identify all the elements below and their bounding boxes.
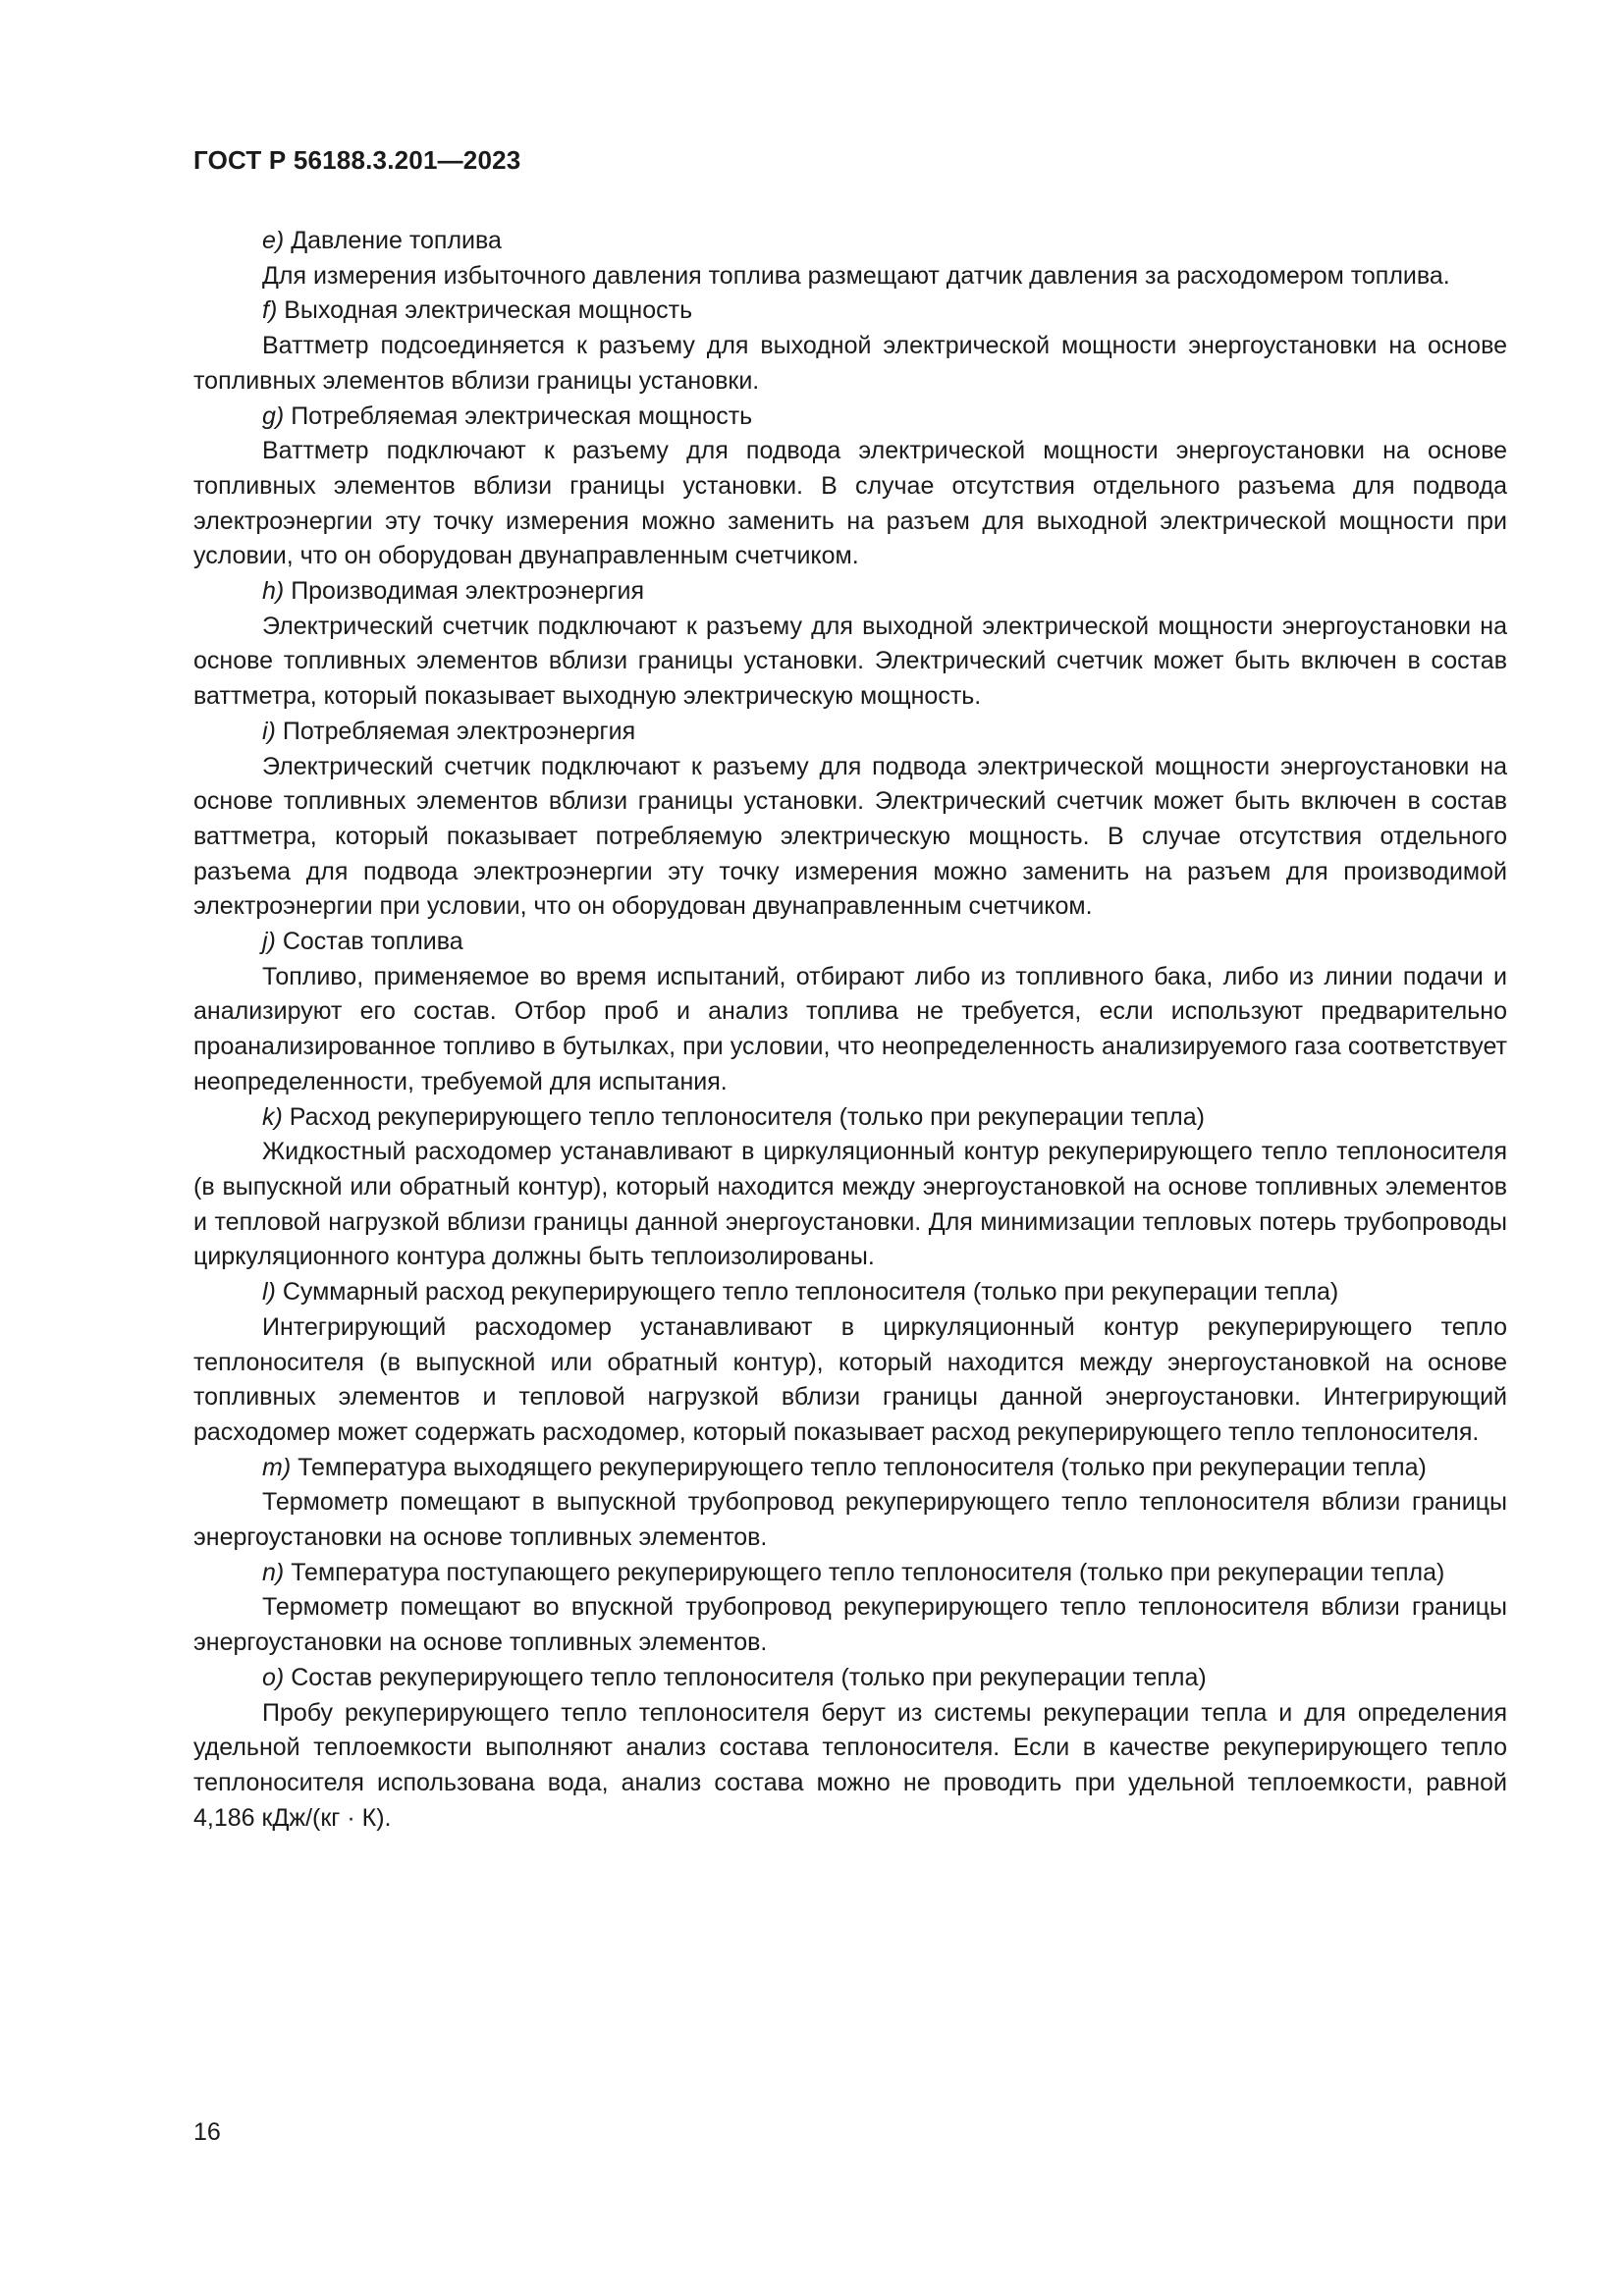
item-title: Суммарный расход рекуперирующего тепло теплоносителя (только при рекуперации тепла) — [282, 1278, 1339, 1307]
item-letter: h) — [262, 577, 285, 606]
item-l-body: Интегрирующий расходомер устанавливают в циркуляционный контур рекуперирующего тепло теплоносителя (в выпускной или обратный контур), который находится между энергоустановкой на основе топливных элементов и тепловой нагрузкой вблизи границы данной энергоустановки. Интегрирующий расходомер может содержать расходомер, который показывает расход рекуперирующего тепло теплоносителя. — [193, 1312, 1507, 1446]
item-m-body: Термометр помещают в выпускной трубопровод рекуперирующего тепло теплоносителя вблизи границы энергоустановки на основе топливных элементов. — [193, 1488, 1507, 1552]
item-k-heading — [193, 1100, 1507, 1136]
document-header: ГОСТ Р 56188.3.201—2023 — [193, 145, 521, 175]
item-g-heading — [193, 400, 1507, 435]
item-letter: o) — [262, 1663, 285, 1691]
item-letter: g) — [262, 401, 285, 430]
item-o-body: Пробу рекуперирующего тепло теплоносителя берут из системы рекуперации тепла и для определения удельной теплоемкости выполняют анализ состава теплоносителя. Если в качестве рекуперирующего тепло теплоносителя использована вода, анализ состава можно не проводить при удельной теплоемкости, равной 4,186 кДж/(кг · К). — [193, 1698, 1507, 1832]
item-letter: i) — [262, 717, 276, 745]
item-letter: f) — [262, 296, 278, 325]
item-f-body: Ваттметр подсоединяется к разъему для выходной электрической мощности энергоустановки на основе топливных элементов вблизи границы установки. — [193, 332, 1507, 395]
item-g-body: Ваттметр подключают к разъему для подвода электрической мощности энергоустановки на основе топливных элементов вблизи границы установки. В случае отсутствия отдельного разъема для подвода электроэнергии эту точку измерения можно заменить на разъем для выходной электрической мощности при условии, что он оборудован двунаправленным счетчиком. — [193, 437, 1507, 570]
item-title: Температура поступающего рекуперирующего тепло теплоносителя (только при рекуперации тепла) — [291, 1558, 1445, 1586]
item-n-heading — [193, 1556, 1507, 1591]
item-letter: k) — [262, 1102, 283, 1131]
item-n-body: Термометр помещают во впускной трубопровод рекуперирующего тепло теплоносителя вблизи границы энергоустановки на основе топливных элементов. — [193, 1593, 1507, 1657]
item-l-heading — [193, 1275, 1507, 1310]
item-i-body: Электрический счетчик подключают к разъему для подвода электрической мощности энергоустановки на основе топливных элементов вблизи границы установки. Электрический счетчик может быть включен в состав ваттметра, который показывает потребляемую электрическую мощность. В случае отсутствия отдельного разъема для подвода электроэнергии эту точку измерения можно заменить на разъем для производимой электроэнергии при условии, что он оборудован двунаправленным счетчиком. — [193, 752, 1507, 921]
item-letter: m) — [262, 1453, 292, 1481]
item-title: Потребляемая электроэнергия — [282, 717, 636, 745]
item-o-heading — [193, 1661, 1507, 1696]
item-m-heading — [193, 1451, 1507, 1486]
item-title: Состав рекуперирующего тепло теплоносителя (только при рекуперации тепла) — [291, 1663, 1207, 1691]
item-j-body: Топливо, применяемое во время испытаний, отбирают либо из топливного бака, либо из линии подачи и анализируют его состав. Отбор проб и анализ топлива не требуется, если используют предварительно проанализированное топливо в бутылках, при условии, что неопределенность анализируемого газа соответствует неопределенности, требуемой для испытания. — [193, 962, 1507, 1095]
item-k-body: Жидкостный расходомер устанавливают в циркуляционный контур рекуперирующего тепло теплоносителя (в выпускной или обратный контур), который находится между энергоустановкой на основе топливных элементов и тепловой нагрузкой вблизи границы данной энергоустановки. Для минимизации тепловых потерь трубопроводы циркуляционного контура должны быть теплоизолированы. — [193, 1138, 1507, 1271]
item-e-body: Для измерения избыточного давления топлива размещают датчик давления за расходомером топлива. — [262, 261, 1450, 290]
item-title: Выходная электрическая мощность — [284, 296, 693, 325]
item-letter: e) — [262, 227, 285, 254]
item-j-heading — [193, 925, 1507, 960]
item-letter: n) — [262, 1558, 285, 1586]
item-title: Производимая электроэнергия — [291, 577, 645, 606]
item-i-heading — [193, 715, 1507, 750]
item-title: Расход рекуперирующего тепло теплоносителя (только при рекуперации тепла) — [289, 1102, 1205, 1131]
item-title: Давление топлива — [291, 227, 502, 254]
item-title: Состав топлива — [282, 928, 463, 956]
item-e-heading — [193, 224, 1507, 259]
item-letter: l) — [262, 1278, 276, 1307]
item-h-body: Электрический счетчик подключают к разъему для выходной электрической мощности энергоустановки на основе топливных элементов вблизи границы установки. Электрический счетчик может быть включен в состав ваттметра, который показывает выходную электрическую мощность. — [193, 612, 1507, 711]
item-title: Потребляемая электрическая мощность — [291, 401, 753, 430]
document-body — [193, 224, 1507, 1836]
item-h-heading — [193, 574, 1507, 610]
item-f-heading — [193, 294, 1507, 329]
item-letter: j) — [262, 928, 276, 956]
item-title: Температура выходящего рекуперирующего тепло теплоносителя (только при рекуперации тепла) — [298, 1453, 1427, 1481]
page-number: 16 — [193, 2118, 221, 2146]
